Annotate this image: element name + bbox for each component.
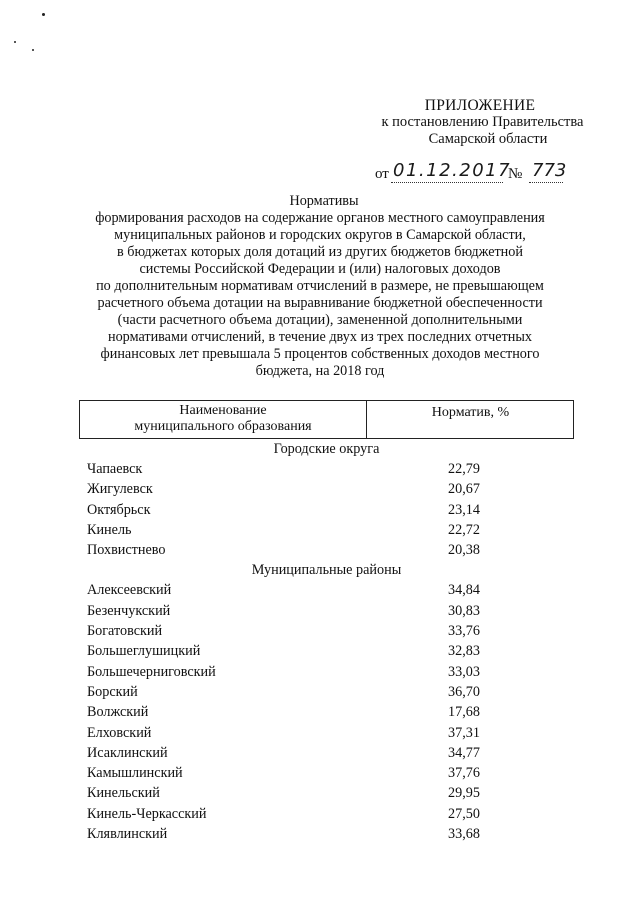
norm-value: 17,68 <box>448 704 480 721</box>
header-norm: Норматив, % <box>431 405 510 420</box>
table-row <box>79 763 574 783</box>
municipality-name: Елховский <box>87 724 152 741</box>
table-row <box>79 804 574 824</box>
norm-value: 27,50 <box>448 805 480 822</box>
table-body <box>79 439 574 844</box>
municipality-name: Кинель <box>87 521 132 538</box>
table-header <box>79 400 574 439</box>
table-row <box>79 723 574 743</box>
norm-value: 33,68 <box>448 826 480 843</box>
section-title: Городские округа <box>273 441 380 457</box>
municipality-name: Большечерниговский <box>87 663 216 680</box>
decree-prefix: от <box>375 166 389 182</box>
norm-value: 37,31 <box>448 724 480 741</box>
municipality-name: Чапаевск <box>87 461 143 477</box>
document-heading <box>60 193 580 380</box>
table-row <box>79 500 574 520</box>
heading-line: по дополнительным нормативам отчислений в размере, не превышающем <box>96 278 544 294</box>
heading-title: Нормативы <box>289 193 359 209</box>
heading-line: финансовых лет превышала 5 процентов собственных доходов местного <box>100 346 540 362</box>
norm-value: 33,03 <box>448 663 480 680</box>
date-underline <box>391 182 503 183</box>
norm-value: 36,70 <box>448 683 480 700</box>
municipality-name: Борский <box>87 683 138 700</box>
municipality-name: Исаклинский <box>87 744 168 761</box>
heading-line: бюджета, на 2018 год <box>255 363 385 379</box>
table-row <box>79 520 574 540</box>
heading-line: системы Российской Федерации и (или) налоговых доходов <box>139 261 501 277</box>
table-row <box>79 682 574 702</box>
decree-number: 773 <box>532 160 567 181</box>
municipality-name: Безенчукский <box>87 602 171 619</box>
municipality-name: Жигулевск <box>87 481 153 498</box>
header-municipality-line: Наименование <box>179 403 267 418</box>
heading-body <box>60 210 580 380</box>
appendix-line: к постановлению Правительства <box>381 114 584 130</box>
norm-value: 33,76 <box>448 623 480 640</box>
norm-value: 20,67 <box>448 481 480 498</box>
heading-line: формирования расходов на содержание органов местного самоуправления <box>95 210 545 226</box>
municipality-name: Похвистнево <box>87 542 166 559</box>
municipality-name: Октябрьск <box>87 501 151 518</box>
municipality-name: Камышлинский <box>87 765 183 782</box>
heading-line: нормативами отчислений, в течение двух из трех последних отчетных <box>108 329 532 345</box>
norm-value: 34,77 <box>448 744 480 761</box>
section-title: Муниципальные районы <box>251 562 402 579</box>
norm-value: 22,72 <box>448 521 480 538</box>
norm-value: 37,76 <box>448 765 480 782</box>
table-row <box>79 459 574 479</box>
heading-line: муниципальных районов и городских округов в Самарской области, <box>114 227 526 243</box>
municipality-name: Алексеевский <box>87 582 172 599</box>
appendix-title: ПРИЛОЖЕНИЕ <box>424 97 536 114</box>
municipality-name: Волжский <box>87 704 149 721</box>
heading-line: в бюджетах которых доля дотаций из других бюджетов бюджетной <box>117 244 523 260</box>
municipality-name: Клявлинский <box>87 826 168 843</box>
norm-value: 23,14 <box>448 501 480 518</box>
municipality-name: Большеглушицкий <box>87 643 201 660</box>
header-municipality-line: муниципального образования <box>134 419 312 434</box>
table-row <box>79 743 574 763</box>
municipality-name: Кинельский <box>87 785 160 802</box>
scan-speck <box>14 41 16 43</box>
table-row <box>79 540 574 560</box>
table-row <box>79 662 574 682</box>
scan-speck <box>32 49 34 51</box>
norms-table <box>79 400 574 844</box>
table-row <box>79 641 574 661</box>
header-municipality <box>80 401 367 438</box>
norm-value: 20,38 <box>448 542 480 559</box>
decree-date: 01.12.2017 <box>393 160 512 181</box>
norm-value: 22,79 <box>448 461 480 477</box>
table-row <box>79 580 574 600</box>
table-row <box>79 601 574 621</box>
table-row <box>79 621 574 641</box>
appendix-block <box>330 97 630 148</box>
decree-number-sign: № <box>508 166 523 182</box>
norm-value: 34,84 <box>448 582 480 599</box>
heading-line: (части расчетного объема дотации), замененной дополнительными <box>117 312 523 328</box>
municipality-name: Кинель-Черкасский <box>87 805 207 822</box>
norm-value: 30,83 <box>448 602 480 619</box>
heading-line: расчетного объема дотации на выравнивание бюджетной обеспеченности <box>97 295 543 311</box>
table-row <box>79 702 574 722</box>
table-row <box>79 479 574 499</box>
municipality-name: Богатовский <box>87 623 163 640</box>
table-row <box>79 783 574 803</box>
norm-value: 32,83 <box>448 643 480 660</box>
scan-speck <box>42 13 45 16</box>
norm-value: 29,95 <box>448 785 480 802</box>
decree-reference <box>375 160 575 186</box>
table-row <box>79 824 574 844</box>
number-underline <box>529 182 563 183</box>
appendix-line: Самарской области <box>428 131 548 147</box>
